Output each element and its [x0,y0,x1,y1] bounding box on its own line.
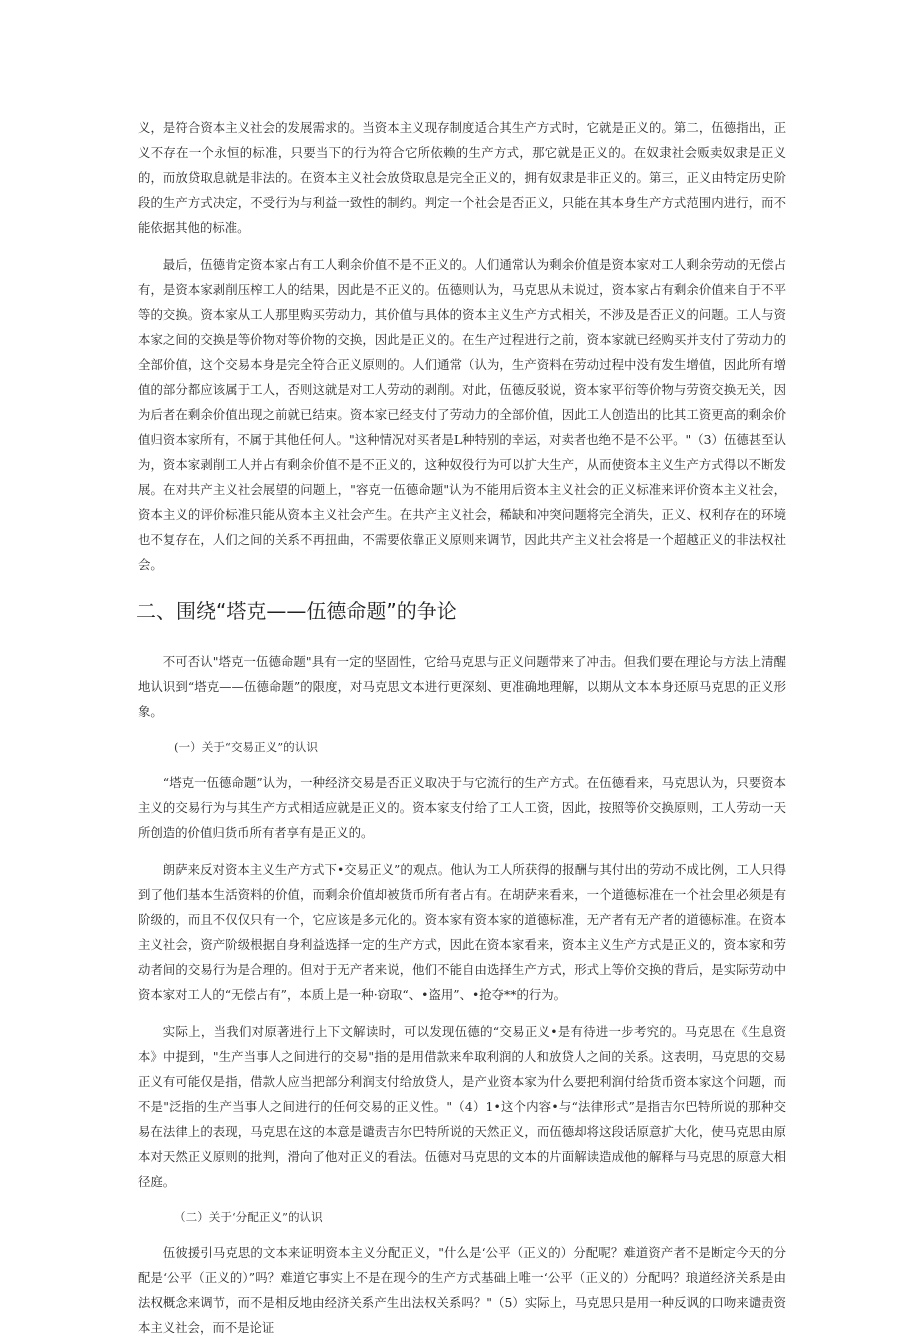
paragraph: 最后，伍德肯定资本家占有工人剩余价值不是不正义的。人们通常认为剩余价值是资本家对工人剩余劳动的无偿占有，是资本家剥削压榨工人的结果，因此是不正义的。伍德则认为，马克思从未说过，资本家占有剩余价值来自于不平等的交换。资本家从工人那里购买劳动力，其价值与具体的资本主义生产方式相关，不涉及是否正义的问题。工人与资本家之间的交换是等价物对等价物的交换，因此是正义的。在生产过程进行之前，资本家就已经购买并支付了劳动力的全部价值，这个交易本身是完全符合正义原则的。人们通常（认为，生产资料在劳动过程中没有发生增值，因此所有增值的部分都应该属于工人，否则这就是对工人劳动的剥削。对此，伍德反驳说，资本家平衍等价物与劳资交换无关，因为后者在剩余价值出现之前就已结束。资本家已经支付了劳动力的全部价值，因此工人创造出的比其工资更高的剩余价值归资本家所有，不属于其他任何人。"这种情况对买者是L种特别的幸运，对卖者也绝不是不公平。"（3）伍德甚至认为，资本家剥削工人并占有剩余价值不是不正义的，这种奴役行为可以扩大生产，从而使资本主义生产方式得以不断发展。在对共产主义社会展望的问题上，"容克一伍德命题"认为不能用后资本主义社会的正义标准来评价资本主义社会，资本主义的评价标准只能从资本主义社会产生。在共产主义社会，稀缺和冲突问题将完全消失，正义、权利存在的环境也不复存在，人们之间的关系不再扭曲，不需要依靠正义原则来调节，因此共产主义社会将是一个超越正义的非法权社会。 [138,257,786,572]
document-body [138,115,786,1340]
paragraph: “塔克一伍德命题”认为，一种经济交易是否正义取决于与它流行的生产方式。在伍德看来，马克思认为，只要资本主义的交易行为与其生产方式相适应就是正义的。资本家支付给了工人工资，因此，按照等价交换原则，工人劳动一天所创造的价值归货币所有者享有是正义的。 [138,775,786,840]
paragraph: 实际上，当我们对原著进行上下文解读时，可以发现伍德的“交易正义•是有待进一步考究的。马克思在《生息资本》中提到，"生产当事人之间进行的交易"指的是用借款来牟取利润的人和放贷人之间的关系。这表明，马克思的交易正义有可能仅是指，借款人应当把部分利润支付给放贷人，是产业资本家为什么要把利润付给货币资本家这个问题，而不是"泛指的生产当事人之间进行的任何交易的正义性。"（4）1•这个内容•与“法律形式”是指吉尔巴特所说的那种交易在法律上的表现，马克思在这的本意是谴责吉尔巴特所说的天然正义，而伍德却将这段话原意扩大化，使马克思由原本对天然正义原则的批判，滑向了他对正义的看法。伍德对马克思的文本的片面解读造成他的解释与马克思的原意大相径庭。 [138,1024,786,1189]
subheading: (一）关于“交易正义”的认识 [174,740,318,754]
section-heading: 二、围绕“塔克——伍德命题”的争论 [136,599,457,623]
paragraph: 伍彼援引马克思的文本来证明资本主义分配正义，"什么是‘公平（正义的）分配呢？难道资产者不是断定今天的分配是‘公平（正义的）”吗？难道它事实上不是在现今的生产方式基础上唯一‘公平（正义的）分配吗？琅道经济关系是由法权概念来调节，而不是相反地由经济关系产生出法权关系吗？"（5）实际上，马克思只是用一种反讽的口吻来谴责资本主义社会，而不是论证 [138,1245,786,1335]
paragraph: 朗萨来反对资本主义生产方式下•交易正义”的观点。他认为工人所获得的报酬与其付出的劳动不成比例，工人只得到了他们基本生活资料的价值，而剩余价值却被货币所有者占有。在胡萨来看来，一个道德标准在一个社会里必须是有阶级的，而且不仅仅只有一个，它应该是多元化的。资本家有资本家的道德标准，无产者有无产者的道德标准。在资本主义社会，资产阶级根据自身利益选择一定的生产方式，因此在资本家看来，资本主义生产方式是正义的，资本家和劳动者间的交易行为是合理的。但对于无产者来说，他们不能自由选择生产方式，形式上等价交换的背后，是实际劳动中资本家对工人的“无偿占有”，本质上是一种·窃取“、•盗用”、•抢夺**的行为。 [138,862,786,1002]
paragraph: 不可否认"塔克一伍德命题"具有一定的坚固性，它给马克思与正义问题带来了冲击。但我们要在理论与方法上清醒地认识到“塔克——伍德命题”的限度，对马克思文本进行更深刻、更准确地理解，以期从文本本身还原马克思的正义形象。 [138,654,786,719]
paragraph: 义，是符合资本主义社会的发展需求的。当资本主义现存制度适合其生产方式时，它就是正义的。第二，伍德指出，正义不存在一个永恒的标准，只要当下的行为符合它所依赖的生产方式，那它就是正义的。在奴隶社会贩卖奴隶是正义的，而放贷取息就是非法的。在资本主义社会放贷取息是完全正义的，拥有奴隶是非正义的。第三，正义由特定历史阶段的生产方式决定，不受行为与利益一致性的制约。判定一个社会是否正义，只能在其本身生产方式范围内进行，而不能依据其他的标准。 [138,120,786,235]
subheading: （二）关于‘分配正义”的认识 [174,1210,323,1224]
